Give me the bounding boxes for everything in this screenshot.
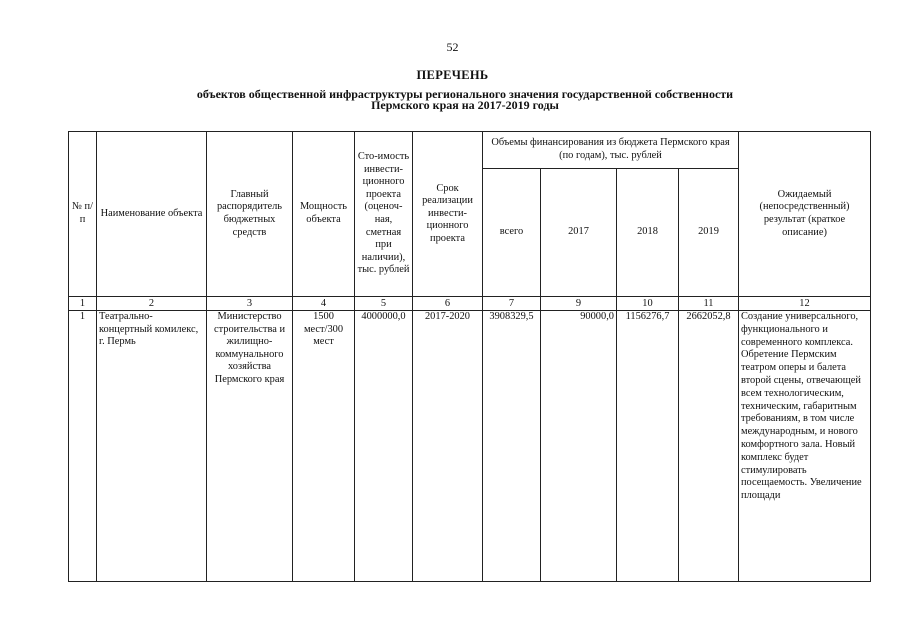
header-name: Наименование объекта [97,132,207,297]
objects-table [68,131,871,582]
row-result-cell [739,311,871,582]
column-numbers-row [69,297,871,311]
header-result: Ожидаемый (непосредственный) результат (краткое описание) [739,132,871,297]
row-result: Создание универсального, функционального и современного комплекса. Обретение Пермским театром оперы и балета второй сцены, отвечающей всем технологическим, техническим, габаритным требованиям, в том числе международным, и нового комфортного зала. Новый комплекс будет стимулировать посещаемость. Увеличение площади [741,311,862,502]
table-row [69,311,871,582]
header-row-top [69,132,871,169]
header-2017: 2017 [541,169,617,297]
subtitle-line-2: Пермского края на 2017-2019 годы [371,98,559,112]
column-number: 4 [293,297,355,311]
row-cost: 4000000,0 [355,311,413,582]
column-number: 11 [679,297,739,311]
header-term: Срок реализации инвести-ционного проекта [413,132,483,297]
row-total: 3908329,5 [483,311,541,582]
subtitle-line-1: объектов общественной инфраструктуры регионального значения государственной собственности [196,87,734,101]
header-total: всего [483,169,541,297]
row-capacity: 1500 мест/300 мест [293,311,355,582]
row-num: 1 [69,311,97,582]
document-subtitle [120,89,810,111]
header-2019: 2019 [679,169,739,297]
header-cost: Сто-имость инвести-ционного проекта (оценоч-ная, сметная при наличии), тыс. рублей [355,132,413,297]
header-num: № п/п [69,132,97,297]
document-title: ПЕРЕЧЕНЬ [416,68,489,82]
row-name: Театрально-концертный комилекс, г. Пермь [97,311,207,582]
header-funding-group: Объемы финансирования из бюджета Пермского края (по годам), тыс. рублей [483,132,739,169]
row-manager: Министерство строительства и жилищно-коммунального хозяйства Пермского края [207,311,293,582]
row-2017: 90000,0 [541,311,617,582]
column-number: 10 [617,297,679,311]
column-number: 2 [97,297,207,311]
header-capacity: Мощность объекта [293,132,355,297]
column-number: 6 [413,297,483,311]
page-number: 52 [446,40,459,54]
row-term: 2017-2020 [413,311,483,582]
column-number: 1 [69,297,97,311]
row-2019: 2662052,8 [679,311,739,582]
column-number: 3 [207,297,293,311]
row-2018: 1156276,7 [617,311,679,582]
header-manager: Главный распорядитель бюджетных средств [207,132,293,297]
column-number: 5 [355,297,413,311]
column-number: 9 [541,297,617,311]
header-2018: 2018 [617,169,679,297]
column-number: 7 [483,297,541,311]
column-number: 12 [739,297,871,311]
